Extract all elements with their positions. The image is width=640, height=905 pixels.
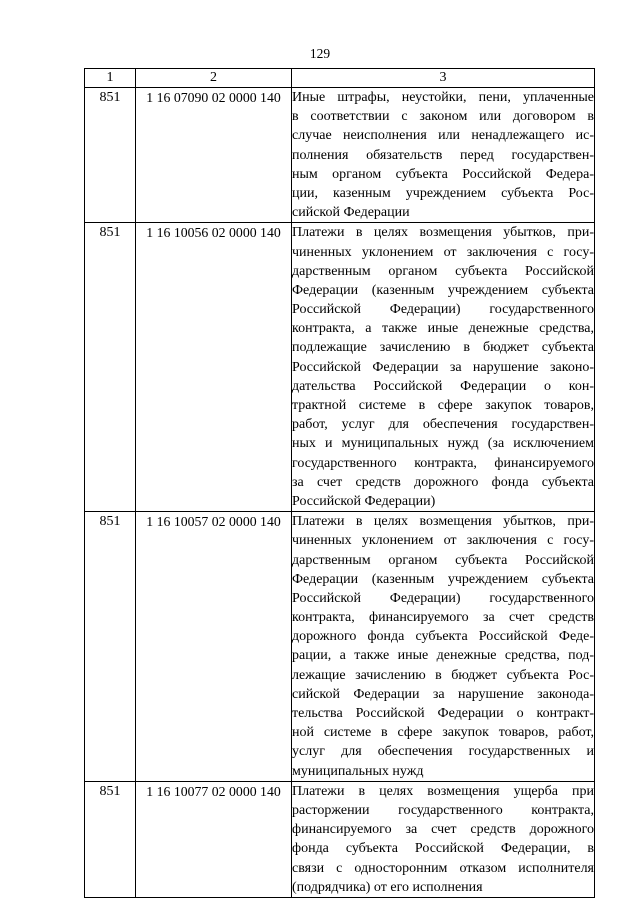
header-row <box>85 69 595 88</box>
description-line: финансируемого за счет средств дорожного <box>292 822 594 838</box>
description-line: услуг для обеспечения государственных и <box>292 744 594 760</box>
description-line: Российской Федерации) <box>292 493 436 509</box>
description-line: контракта, а также иные денежные средства, <box>292 321 594 337</box>
chapter-code-cell: 851 <box>85 88 136 223</box>
description-line: Российской Федерации за нарушение законо- <box>292 359 594 375</box>
description-line: случае неисполнения или ненадлежащего ис- <box>292 128 594 144</box>
description-line: (подрядчика) от его исполнения <box>292 879 483 895</box>
description-line: государственного контракта, финансируемого <box>292 455 594 471</box>
description-line: сийской Федерации за нарушение законода- <box>292 686 594 702</box>
table-row <box>85 88 595 223</box>
budget-codes-table <box>84 68 595 898</box>
table-row <box>85 512 595 782</box>
description-line: муниципальных нужд <box>292 763 424 779</box>
description-line: Федерации (казенным учреждением субъекта <box>292 282 594 298</box>
table-header <box>85 69 595 88</box>
description-line: Иные штрафы, неустойки, пени, уплаченные <box>292 90 594 105</box>
table-row <box>85 781 595 897</box>
chapter-code-cell: 851 <box>85 223 136 512</box>
income-description-cell <box>292 781 595 897</box>
description-line: дарственным органом субъекта Российской <box>292 263 594 279</box>
description-line: подлежащие зачислению в бюджет субъекта <box>292 340 594 356</box>
description-line: трактной системе в сфере закупок товаров, <box>292 398 594 413</box>
description-line: Российской Федерации) государственного <box>292 302 594 318</box>
description-line: сийской Федерации <box>292 205 410 221</box>
description-line: дорожного фонда субъекта Российской Феде- <box>292 629 594 645</box>
description-line: лежащие зачислению в бюджет субъекта Рос- <box>292 667 594 683</box>
table-row <box>85 223 595 512</box>
description-line: ным органом субъекта Российской Федера- <box>292 166 594 182</box>
description-line: тельства Российской Федерации о контракт- <box>292 706 594 721</box>
description-line: рации, а также иные денежные средства, под- <box>292 648 594 664</box>
description-line: работ, услуг для обеспечения государствен- <box>292 417 594 433</box>
income-description-cell <box>292 223 595 512</box>
budget-classification-code-cell: 1 16 07090 02 0000 140 <box>136 88 292 223</box>
chapter-code-cell: 851 <box>85 512 136 782</box>
budget-classification-code-cell: 1 16 10077 02 0000 140 <box>136 781 292 897</box>
description-line: Федерации (казенным учреждением субъекта <box>292 571 594 587</box>
description-line: Платежи в целях возмещения ущерба при <box>292 783 594 799</box>
description-line: Платежи в целях возмещения убытков, при- <box>292 225 594 241</box>
income-description-cell <box>292 512 595 782</box>
description-line: чиненных уклонением от заключения с госу- <box>292 244 594 260</box>
description-line: ции, казенным учреждением субъекта Рос- <box>292 185 594 201</box>
description-line: в соответствии с законом или договором в <box>292 109 594 125</box>
header-column-2: 2 <box>136 69 292 88</box>
income-description-cell <box>292 88 595 223</box>
description-line: Платежи в целях возмещения убытков, при- <box>292 514 594 530</box>
description-line: Российской Федерации) государственного <box>292 590 594 606</box>
description-line: полнения обязательств перед государствен- <box>292 147 594 163</box>
table-body <box>85 88 595 898</box>
description-line: ной системе в сфере закупок товаров, работ, <box>292 725 594 741</box>
description-line: чиненных уклонением от заключения с госу- <box>292 533 594 549</box>
description-line: контракта, финансируемого за счет средств <box>292 610 594 626</box>
description-line: фонда субъекта Российской Федерации, в <box>292 841 594 857</box>
page-number: 129 <box>309 46 331 61</box>
description-line: дательства Российской Федерации о кон- <box>292 378 594 394</box>
header-column-3: 3 <box>292 69 595 88</box>
header-column-1: 1 <box>85 69 136 88</box>
description-line: ных и муниципальных нужд (за исключением <box>292 436 594 452</box>
description-line: дарственным органом субъекта Российской <box>292 552 594 568</box>
description-line: связи с односторонним отказом исполнителя <box>292 860 594 876</box>
budget-classification-code-cell: 1 16 10057 02 0000 140 <box>136 512 292 782</box>
chapter-code-cell: 851 <box>85 781 136 897</box>
budget-classification-code-cell: 1 16 10056 02 0000 140 <box>136 223 292 512</box>
description-line: расторжении государственного контракта, <box>292 802 594 818</box>
description-line: за счет средств дорожного фонда субъекта <box>292 474 594 490</box>
